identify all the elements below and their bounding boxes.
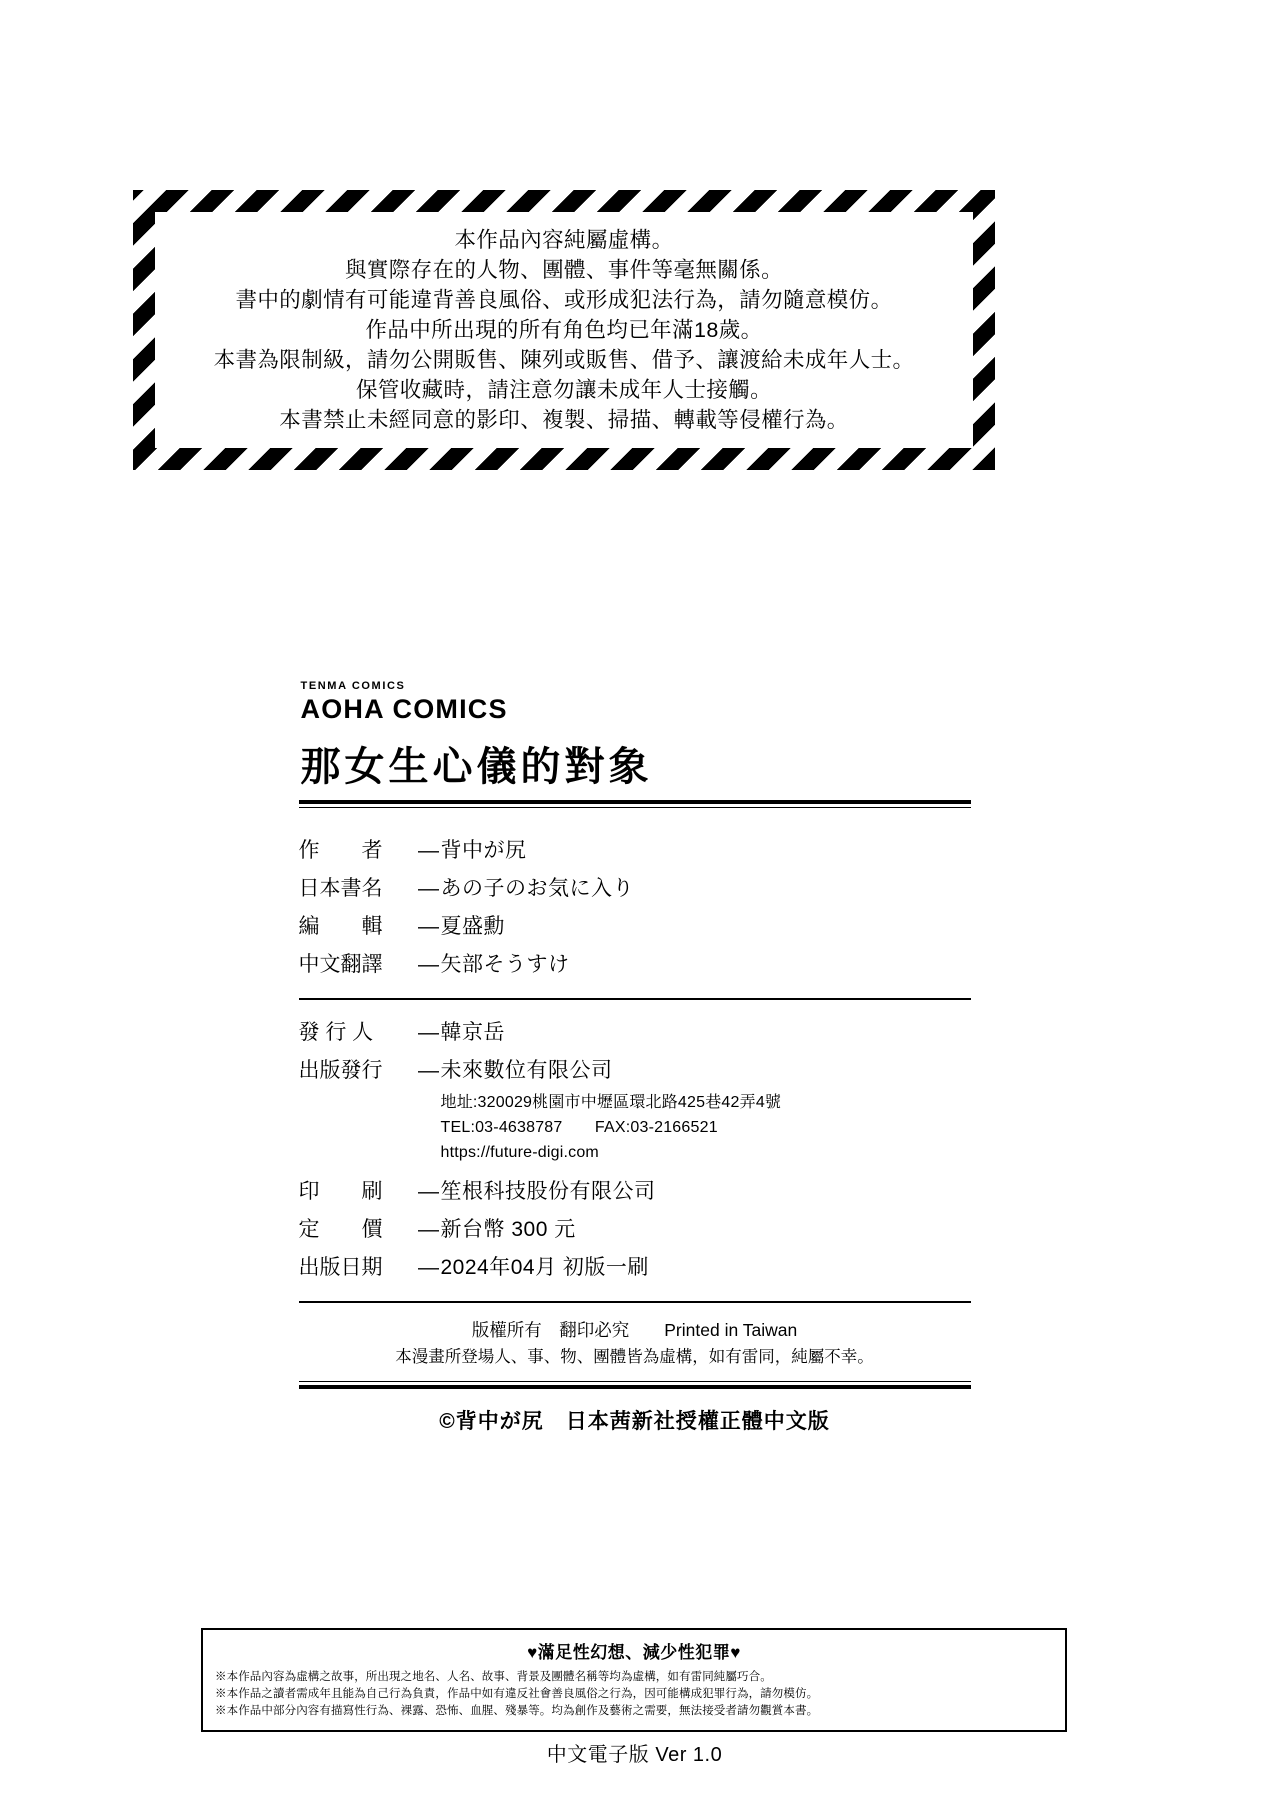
publisher-list	[299, 1014, 971, 1165]
credit-label: 作 者	[298, 839, 383, 862]
notice-line: ※本作品內容為虛構之故事，所出現之地名、人名、故事、背景及團體名稱等均為虛構，如有雷同純屬巧合。	[215, 1671, 772, 1683]
credit-row	[299, 946, 971, 984]
disclaimer-line: 與實際存在的人物、團體、事件等毫無關係。	[344, 258, 783, 282]
divider	[299, 1301, 971, 1303]
credit-dash: —	[418, 839, 439, 862]
publisher-dash: —	[418, 1059, 439, 1082]
notice-box	[201, 1628, 1067, 1732]
price-label: 定 價	[298, 1218, 383, 1241]
publisher-details	[299, 1090, 971, 1165]
notice-line: ※本作品中部分內容有描寫性行為、裸露、恐怖、血腥、殘暴等。均為創作及藝術之需要，無法接受者請勿觀賞本書。	[215, 1705, 819, 1717]
credit-dash: —	[418, 953, 439, 976]
publisher-detail-block	[441, 1090, 971, 1165]
disclaimer-line: 本作品內容純屬虛構。	[454, 228, 674, 252]
notice-line: ※本作品之讀者需成年且能為自己行為負責，作品中如有違反社會善良風俗之行為，因可能構成犯罪行為，請勿模仿。	[215, 1688, 819, 1700]
credit-dash: —	[418, 877, 439, 900]
rights-statement	[299, 1317, 971, 1371]
credit-value: あの子のお気に入り	[440, 877, 634, 900]
pubdate-label: 出版日期	[298, 1256, 383, 1279]
publisher-value: 韓京岳	[440, 1021, 505, 1044]
publisher-row	[299, 1014, 971, 1052]
publisher-value: 未來數位有限公司	[440, 1059, 613, 1082]
credit-value: 夏盛勳	[440, 915, 505, 938]
disclaimer-line: 本書禁止未經同意的影印、複製、掃描、轉載等侵權行為。	[279, 408, 849, 432]
credit-row	[299, 870, 971, 908]
publisher-label: 出版發行	[298, 1059, 383, 1082]
credit-row	[299, 908, 971, 946]
divider-thick	[299, 800, 971, 804]
colophon	[0, 680, 1269, 1435]
price-dash: —	[418, 1218, 439, 1241]
pubdate-dash: —	[418, 1256, 439, 1279]
page-title: 那女生心儀的對象	[300, 744, 653, 790]
publisher-address: 地址:320029桃園市中壢區環北路425巷42弄4號	[440, 1094, 782, 1111]
production-list	[299, 1173, 971, 1287]
notice-title: ♥滿足性幻想、減少性犯罪♥	[527, 1643, 741, 1662]
copyright-line: ©背中が尻 日本茜新社授權正體中文版	[439, 1410, 830, 1433]
disclaimer-line: 保管收藏時，請注意勿讓未成年人士接觸。	[355, 378, 773, 402]
credit-dash: —	[418, 915, 439, 938]
disclaimer-box	[133, 190, 995, 470]
disclaimer-line: 書中的劇情有可能違背善良風俗、或形成犯法行為，請勿隨意模仿。	[235, 288, 893, 312]
credits-list	[299, 832, 971, 984]
production-row	[299, 1249, 971, 1287]
disclaimer-line: 本書為限制級，請勿公開販售、陳列或販售、借予、讓渡給未成年人士。	[213, 348, 915, 372]
version-label: 中文電子版 Ver 1.0	[546, 1744, 723, 1766]
production-row	[299, 1211, 971, 1249]
credit-value: 背中が尻	[440, 839, 527, 862]
production-row	[299, 1173, 971, 1211]
publisher-row	[299, 1052, 971, 1090]
credit-label: 日本書名	[298, 877, 383, 900]
publisher-phone: TEL:03-4638787 FAX:03-2166521	[440, 1119, 718, 1136]
disclaimer-inner	[155, 212, 973, 448]
divider-thin	[299, 1381, 971, 1382]
colophon-inner	[299, 680, 971, 1435]
rights-line-1: 版權所有 翻印必究 Printed in Taiwan	[471, 1320, 798, 1340]
credit-row	[299, 832, 971, 870]
divider-thin	[299, 807, 971, 808]
disclaimer-line: 作品中所出現的所有角色均已年滿18歲。	[365, 318, 763, 342]
credit-label: 中文翻譯	[298, 953, 383, 976]
credit-value: 矢部そうすけ	[440, 953, 570, 976]
pubdate-value: 2024年04月 初版一刷	[440, 1256, 649, 1279]
production-dash: —	[418, 1180, 439, 1203]
publisher-website[interactable]: https://future-digi.com	[440, 1144, 599, 1161]
publisher-dash: —	[418, 1021, 439, 1044]
price-value: 新台幣 300 元	[440, 1218, 576, 1241]
credit-label: 編 輯	[298, 915, 383, 938]
production-value: 笙根科技股份有限公司	[440, 1180, 656, 1203]
imprint-label: AOHA COMICS	[300, 694, 508, 724]
publisher-label: 發 行 人	[298, 1021, 374, 1044]
divider	[299, 998, 971, 1000]
production-label: 印 刷	[298, 1180, 383, 1203]
rights-line-2: 本漫畫所登場人、事、物、團體皆為虛構，如有雷同，純屬不幸。	[395, 1348, 874, 1366]
imprint-label-small: TENMA COMICS	[300, 680, 406, 692]
divider-thick	[299, 1385, 971, 1389]
